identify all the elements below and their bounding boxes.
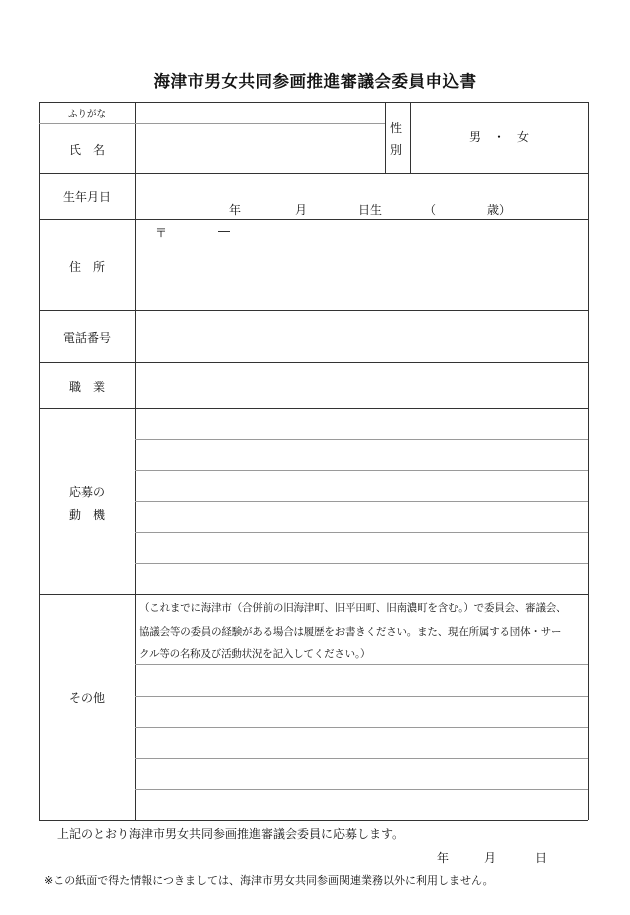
motive-label-2: 動 機 xyxy=(68,508,105,522)
postal-dash: ― xyxy=(218,224,230,238)
other-line xyxy=(135,664,588,665)
birth-day-unit: 日生 xyxy=(358,203,383,217)
other-line xyxy=(135,789,588,790)
sex-options[interactable]: 男 ・ 女 xyxy=(468,130,529,144)
row-divider-job xyxy=(39,408,588,409)
table-left-border xyxy=(39,102,40,820)
date-year-unit: 年 xyxy=(437,851,450,865)
page-title: 海津市男女共同参画推進審議会委員申込書 xyxy=(153,72,477,91)
privacy-disclaimer: ※この紙面で得た情報につきましては、海津市男女共同参画関連業務以外に利用しません。 xyxy=(44,874,494,887)
birth-year-unit: 年 xyxy=(229,203,242,217)
date-month-unit: 月 xyxy=(484,851,497,865)
motive-label-1: 応募の xyxy=(68,485,105,499)
name-label: 氏 名 xyxy=(68,143,105,157)
motive-line xyxy=(135,470,588,471)
other-note-line-3: クル等の名称及び活動状況を記入してください。） xyxy=(139,648,371,660)
birth-month-unit: 月 xyxy=(295,203,308,217)
row-divider-birth xyxy=(39,219,588,220)
furigana-divider xyxy=(39,123,385,124)
application-statement: 上記のとおり海津市男女共同参画推進審議会委員に応募します。 xyxy=(57,827,405,841)
birth-label: 生年月日 xyxy=(62,190,111,204)
other-note-line-1: （これまでに海津市（合併前の旧海津町、旧平田町、旧南濃町を含む。）で委員会、審議会、 xyxy=(139,602,567,614)
table-bottom-border xyxy=(39,820,588,821)
address-label: 住 所 xyxy=(68,260,105,274)
motive-line xyxy=(135,439,588,440)
other-line xyxy=(135,758,588,759)
job-label: 職 業 xyxy=(68,380,105,394)
other-label: その他 xyxy=(68,691,105,705)
row-divider-motive xyxy=(39,594,588,595)
row-divider-address xyxy=(39,310,588,311)
table-right-border xyxy=(588,102,589,820)
other-line xyxy=(135,696,588,697)
postal-mark: 〒 xyxy=(155,226,168,240)
table-top-border xyxy=(39,102,588,103)
date-day-unit: 日 xyxy=(535,851,548,865)
age-unit: 歳） xyxy=(487,203,512,217)
row-divider-name xyxy=(39,173,588,174)
age-open-paren: （ xyxy=(424,203,437,217)
sex-label-2: 別 xyxy=(390,143,403,157)
furigana-label: ふりがな xyxy=(67,109,106,120)
other-line xyxy=(135,727,588,728)
sex-label-1: 性 xyxy=(390,121,403,135)
motive-line xyxy=(135,563,588,564)
label-column-divider xyxy=(135,102,136,820)
motive-line xyxy=(135,501,588,502)
other-note-line-2: 協議会等の委員の経験がある場合は履歴をお書きください。また、現在所属する団体・サー xyxy=(139,626,562,638)
motive-line xyxy=(135,532,588,533)
sex-divider-left xyxy=(385,102,386,173)
row-divider-phone xyxy=(39,362,588,363)
phone-label: 電話番号 xyxy=(62,331,111,345)
